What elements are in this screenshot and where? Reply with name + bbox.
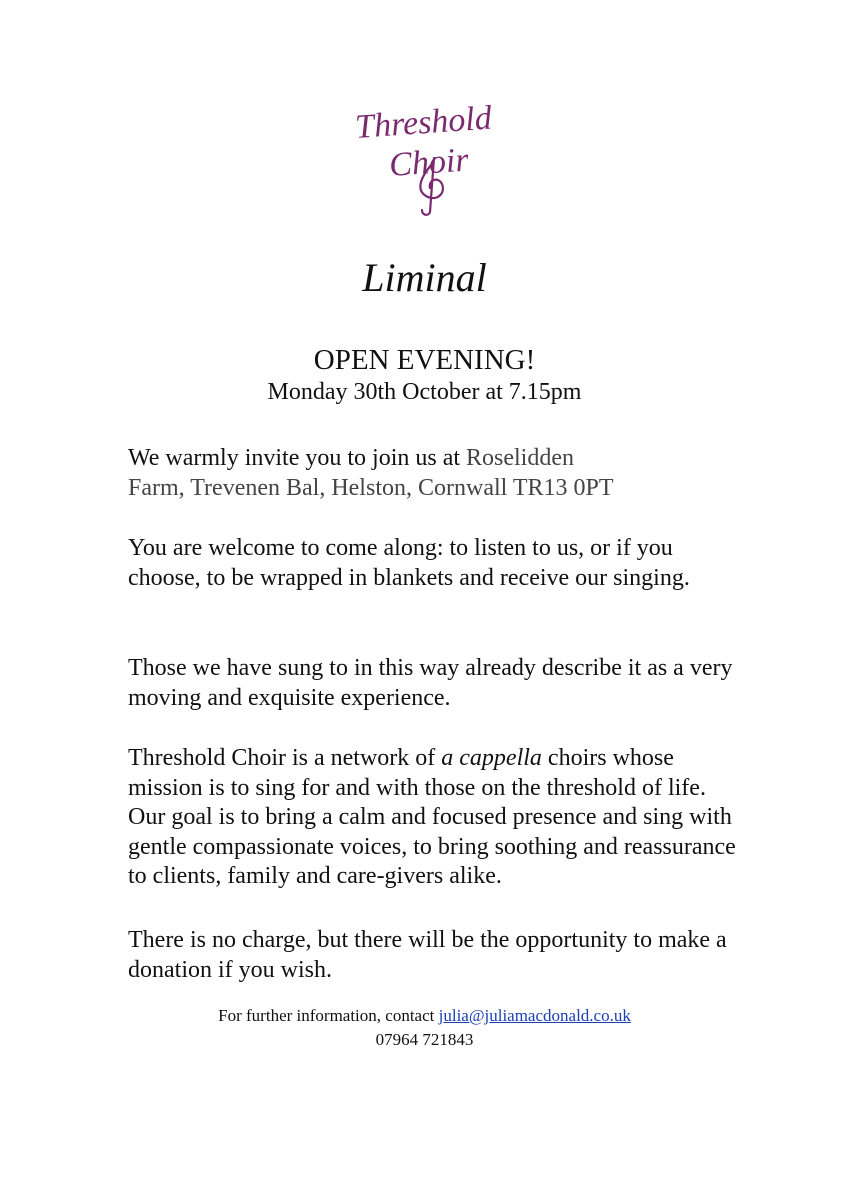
threshold-choir-logo <box>350 98 500 216</box>
charge-paragraph: There is no charge, but there will be the opportunity to make a donation if you wish. <box>128 927 727 983</box>
experience-paragraph: Those we have sung to in this way already describe it as a very moving and exquisite experience. <box>128 655 733 711</box>
logo-line1: Threshold <box>353 99 493 146</box>
mission-italic: a cappella <box>441 745 542 771</box>
contact-email-link[interactable]: julia@juliamacdonald.co.uk <box>438 1006 631 1025</box>
mission-before: Threshold Choir is a network of <box>128 745 442 771</box>
mission-paragraph <box>128 744 738 892</box>
event-title: Liminal <box>362 255 487 300</box>
venue-name: Roselidden <box>466 445 575 471</box>
logo-treble-clef-icon <box>350 98 500 216</box>
invite-prefix: We warmly invite you to join us at <box>128 445 467 471</box>
invite-paragraph <box>128 444 738 503</box>
contact-prefix: For further information, contact <box>218 1006 439 1025</box>
logo-line2: Choir <box>387 141 470 184</box>
welcome-paragraph: You are welcome to come along: to listen to us, or if you choose, to be wrapped in blankets and receive our singing. <box>128 535 690 591</box>
event-date: Monday 30th October at 7.15pm <box>267 379 582 405</box>
contact-phone: 07964 721843 <box>375 1030 474 1049</box>
open-evening-heading: OPEN EVENING! <box>313 344 536 376</box>
mission-after: choirs whose mission is to sing for and with those on the threshold of life. Our goal is to bring a calm and focused presence and sing with gentle compassionate voices, to bring soothing and reassurance to clients, family and care-givers alike. <box>128 745 736 889</box>
contact-footer <box>0 1004 849 1052</box>
contact-line <box>0 1004 849 1028</box>
venue-address: Farm, Trevenen Bal, Helston, Cornwall TR13 0PT <box>128 474 614 501</box>
